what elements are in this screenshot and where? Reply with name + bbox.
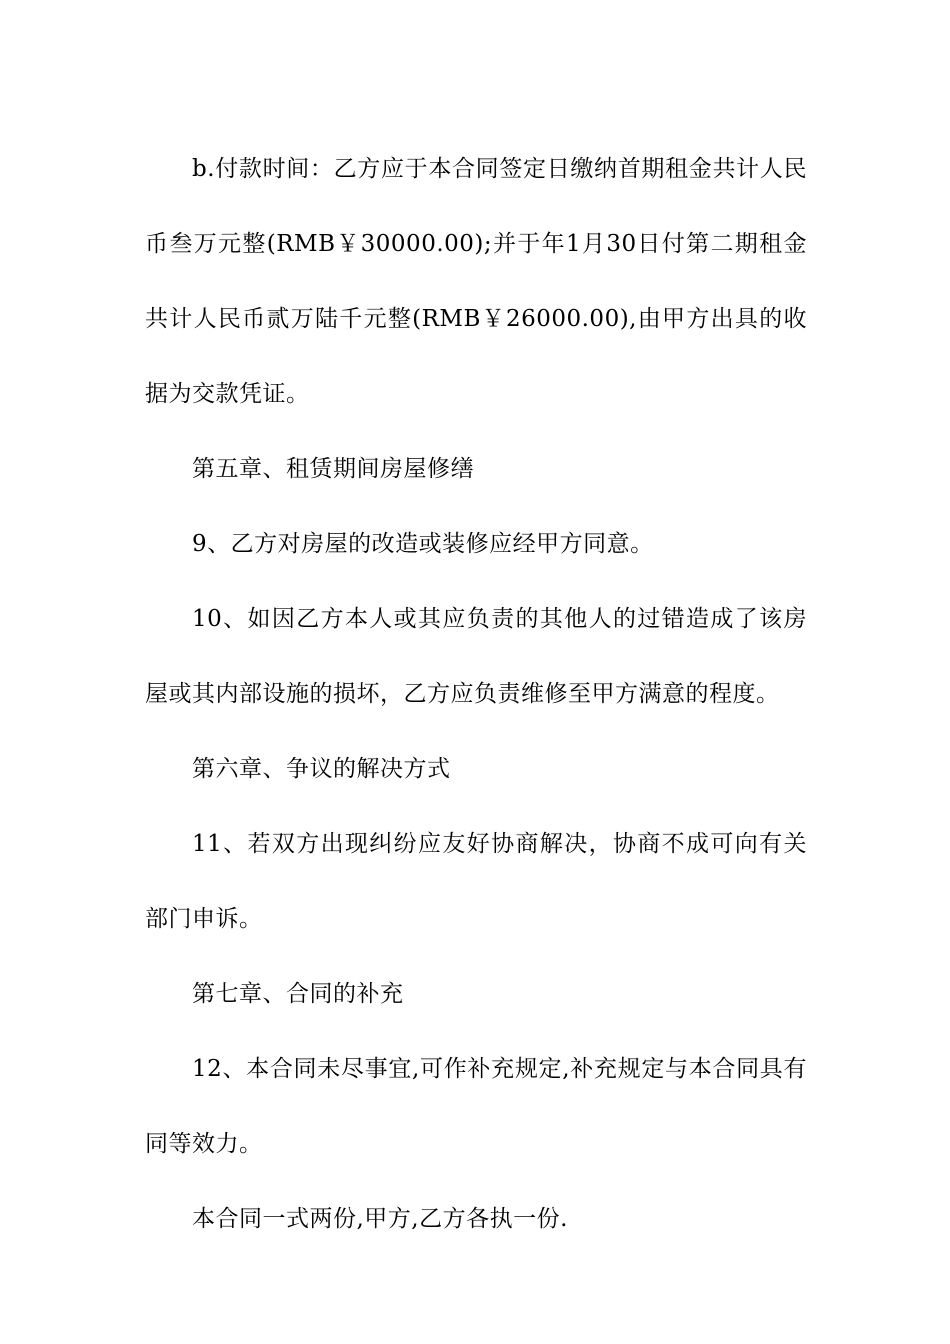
chapter-7-heading: 第七章、合同的补充: [192, 981, 404, 1007]
clause-12-paragraph: 12、本合同未尽事宜,可作补充规定,补充规定与本合同具有同等效力。: [145, 1056, 807, 1157]
clause-10-paragraph: 10、如因乙方本人或其应负责的其他人的过错造成了该房屋或其内部设施的损坏，乙方应负责维修至甲方满意的程度。: [145, 606, 807, 707]
document-body: [145, 132, 807, 1257]
chapter-5-heading: 第五章、租赁期间房屋修缮: [192, 456, 474, 482]
chapter-6-heading: 第六章、争议的解决方式: [192, 756, 451, 782]
payment-time-paragraph: b.付款时间：乙方应于本合同签定日缴纳首期租金共计人民币叁万元整(RMB￥30000.00);并于年1月30日付第二期租金共计人民币贰万陆千元整(RMB￥26000.00),由甲方出具的收据为交款凭证。: [145, 156, 807, 407]
clause-11-paragraph: 11、若双方出现纠纷应友好协商解决，协商不成可向有关部门申诉。: [145, 831, 807, 932]
copies-statement-paragraph: 本合同一式两份,甲方,乙方各执一份.: [192, 1206, 568, 1232]
clause-9-paragraph: 9、乙方对房屋的改造或装修应经甲方同意。: [192, 531, 654, 557]
